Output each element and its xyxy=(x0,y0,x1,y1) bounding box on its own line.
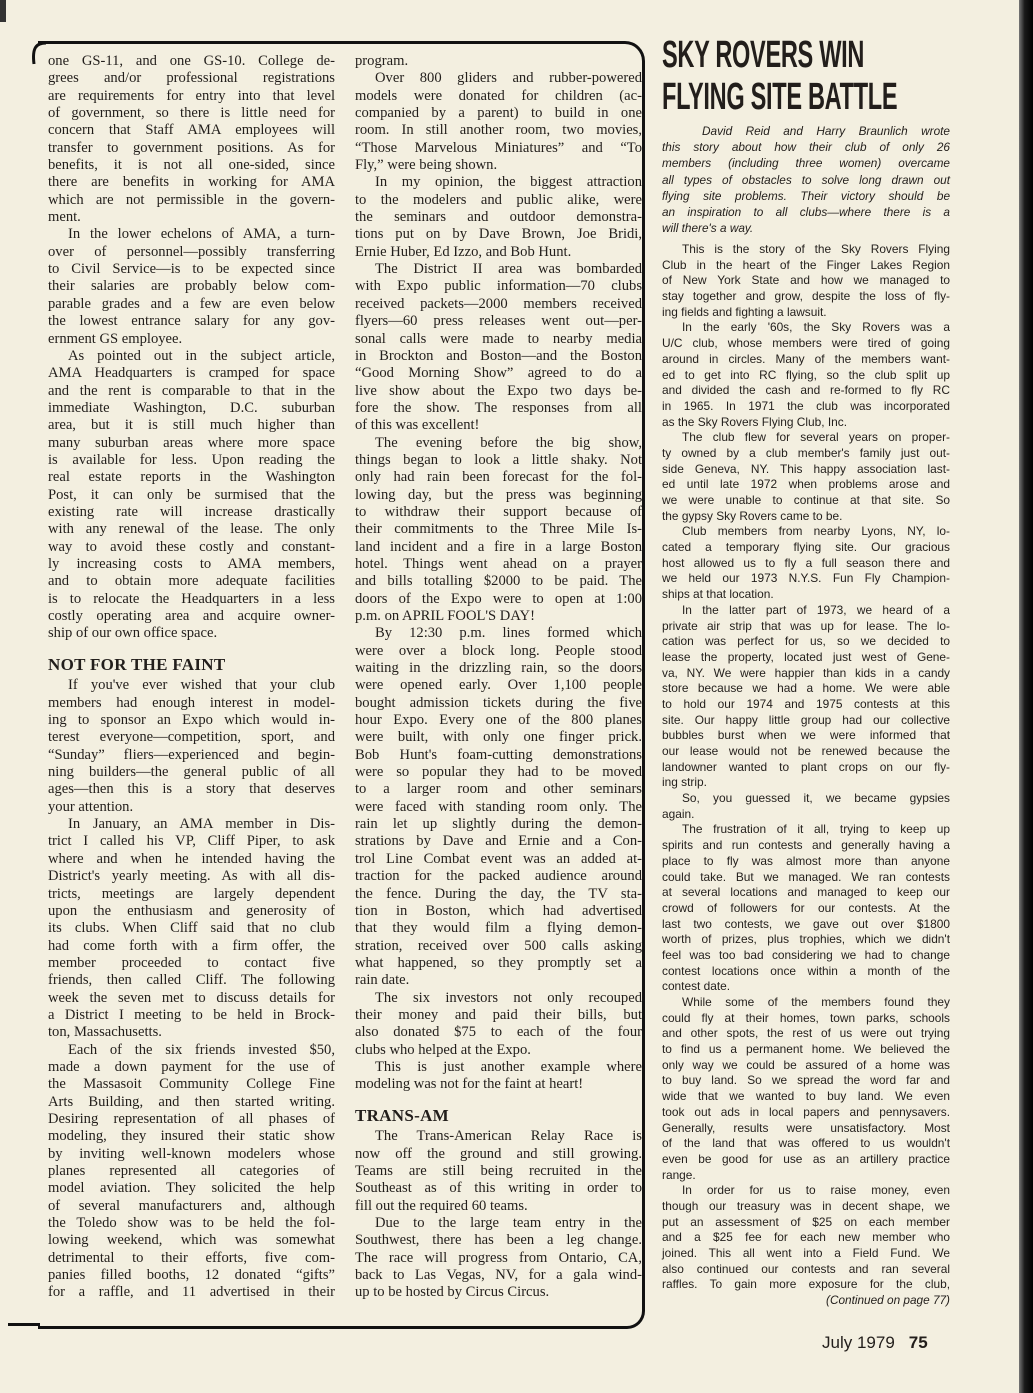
paragraph xyxy=(355,435,642,626)
text-line: tions put on by Dave Brown, Joe Bridi, xyxy=(355,226,642,243)
article-title-line: FLYING SITE BATTLE xyxy=(662,76,898,118)
text-line: one GS-11, and one GS-10. College de- xyxy=(48,53,335,69)
text-line: last two contests, we gave out over $1800 xyxy=(662,916,950,931)
text-line: hotel. Things went ahead on a prayer xyxy=(355,555,642,572)
paragraph xyxy=(355,261,642,434)
text-line: bought admission tickets during the five xyxy=(355,694,642,711)
text-line: of the land that was offered to us wouldn't xyxy=(662,1136,950,1151)
text-line: trict I called his VP, Cliff Piper, to ask xyxy=(48,833,335,850)
text-line: AMA Headquarters is cramped for space xyxy=(48,365,335,382)
text-line: U/C club, whose members were tired of going xyxy=(662,336,950,351)
text-line: now off the ground and still growing. xyxy=(355,1145,642,1162)
text-line: concern that Staff AMA employees will xyxy=(48,122,335,139)
intro-line: an inspiration to all clubs—where there is a xyxy=(662,204,950,219)
text-line: ship of our own office space. xyxy=(48,625,218,642)
text-line: model aviation. They solicited the help xyxy=(48,1180,335,1197)
text-line: were opened early. Over 1,100 people xyxy=(355,677,642,694)
text-line: worth of prizes, plus trophies, which we didn't xyxy=(662,932,950,947)
text-line: their commitments to the Three Mile Is- xyxy=(355,521,642,538)
text-line: store because we had a home. We were able xyxy=(662,681,950,696)
text-line: way to avoid these costly and constant- xyxy=(48,538,335,555)
text-line: rain let up slightly during the demon- xyxy=(355,816,642,833)
text-line: again. xyxy=(662,806,695,821)
text-line: ernment GS employee. xyxy=(48,330,183,347)
text-line: The six investors not only recouped xyxy=(375,989,642,1006)
text-line: with Expo public information—70 clubs xyxy=(355,278,642,295)
text-line: ing strip. xyxy=(662,775,707,790)
text-line: host allowed us to fly a full season there and xyxy=(662,555,950,570)
text-line: Each of the six friends invested $50, xyxy=(68,1041,335,1058)
text-line: members had enough interest in model- xyxy=(48,694,335,711)
intro-line: all types of obstacles to solve long drawn out xyxy=(662,172,950,187)
text-line: range. xyxy=(662,1167,696,1182)
text-line: a District I meeting to be held in Brock- xyxy=(48,1006,335,1023)
text-line: to a larger room and other seminars xyxy=(355,781,642,798)
text-line: doors of the Expo were to open at 1:00 xyxy=(355,590,642,607)
text-line: In the latter part of 1973, we heard of a xyxy=(682,602,950,617)
text-line: ed until late 1972 when problems arose and xyxy=(662,477,950,492)
text-line: ty owned by a club member's family just out- xyxy=(662,445,950,460)
page-number: 75 xyxy=(908,1333,928,1352)
text-line: rain date. xyxy=(355,972,410,989)
text-line: we held our 1973 N.Y.S. Fun Fly Champion- xyxy=(662,571,950,586)
text-line: Club members from nearby Lyons, NY, lo- xyxy=(682,524,950,539)
text-line: flyers—60 press releases went out—per- xyxy=(355,313,642,330)
text-line: could take. But we managed. We ran contests xyxy=(662,869,950,884)
paragraph xyxy=(355,625,642,989)
text-line: program. xyxy=(355,53,409,69)
text-line: If you've ever wished that your club xyxy=(68,677,335,694)
text-line: to Civil Service—is to be expected since xyxy=(48,261,335,278)
text-line: things began to look a little shaky. Not xyxy=(355,451,642,468)
frame-curl-ornament xyxy=(28,30,48,66)
text-line: were so popular they had to be moved xyxy=(355,764,642,781)
text-line: is available for less. Upon reading the xyxy=(48,451,335,468)
text-line: Club in the heart of the Finger Lakes Region xyxy=(662,257,950,272)
column-frame-bottom-rule xyxy=(8,1323,40,1326)
text-line: are requirements for entry into that level xyxy=(48,87,335,104)
text-line: Ernie Huber, Ed Izzo, and Bob Hunt. xyxy=(355,243,572,260)
text-line: planes represented all categories of xyxy=(48,1163,335,1179)
paragraph xyxy=(662,430,950,524)
text-line: transfer to government positions. As for xyxy=(48,139,335,156)
text-line: parable grades and a few are even below xyxy=(48,295,335,312)
text-line: waiting in the drizzling rain, so the doors xyxy=(355,660,642,677)
text-line: put an assessment of $25 on each member xyxy=(662,1214,950,1229)
paragraph xyxy=(662,822,950,995)
text-line: land incident and a fire in a large Boston xyxy=(355,538,642,555)
text-line: The club flew for several years on proper- xyxy=(682,430,950,445)
text-line: of government, so there is little need for xyxy=(48,105,335,122)
text-line: landowner wanted to plant crops on our fly- xyxy=(662,759,950,774)
text-line: joined. This all went into a Field Fund. We xyxy=(662,1246,950,1260)
text-line: Due to the large team entry in the xyxy=(375,1215,642,1232)
text-line: models were donated for children (ac- xyxy=(355,87,642,104)
text-line: many suburban areas where more space xyxy=(48,434,335,451)
text-line: benefits, it is not all one-sided, since xyxy=(48,157,335,174)
text-line: cation was perfect for us, so we decided to xyxy=(662,634,950,649)
text-line: p.m. on APRIL FOOL'S DAY! xyxy=(355,608,535,624)
text-line: ly increasing costs to AMA members, xyxy=(48,555,335,572)
intro-line: flying site problems. Their victory should be xyxy=(662,188,950,203)
text-line: ment. xyxy=(48,209,81,226)
text-line: spirits and run contests and generally having a xyxy=(662,838,950,853)
text-line: detrimental to their efforts, five com- xyxy=(48,1249,335,1266)
paragraph xyxy=(355,990,642,1059)
intro-line: David Reid and Harry Braunlich wrote xyxy=(702,124,950,138)
text-line: and the rent is comparable to that in the xyxy=(48,382,335,399)
text-line: stay together and grow, despite the loss of fly- xyxy=(662,289,950,304)
text-line: the lowest entrance salary for any gov- xyxy=(48,313,335,330)
text-line: raffles. To gain more exposure for the club, xyxy=(662,1277,950,1292)
text-line: As pointed out in the subject article, xyxy=(68,347,335,364)
text-line: Southeast as of this writing in order to xyxy=(355,1180,642,1197)
section-heading: TRANS-AM xyxy=(355,1105,450,1125)
text-line: real estate reports in the Washington xyxy=(48,469,335,486)
text-line: “Good Morning Show” agreed to do a xyxy=(355,365,642,382)
text-line: This is the story of the Sky Rovers Flying xyxy=(682,242,950,256)
scan-edge-shadow xyxy=(1019,0,1033,1393)
text-line: clubs who helped at the Expo. xyxy=(355,1041,531,1058)
paragraph xyxy=(662,320,950,430)
text-line: In January, an AMA member in Dis- xyxy=(68,816,335,833)
text-line: received packets—2000 members received xyxy=(355,295,642,312)
text-line: bubbles burst when we were informed that xyxy=(662,728,950,743)
text-line: even be good for use as an artillery practice xyxy=(662,1151,950,1166)
paragraph xyxy=(355,1215,642,1302)
text-line: only had rain been forecast for the fol- xyxy=(355,469,642,486)
paragraph xyxy=(355,70,642,174)
intro-line: members (including three women) overcame xyxy=(662,156,950,171)
text-line: contest locations once within a month of the xyxy=(662,963,950,978)
text-line: Arts Building, and then started writing. xyxy=(48,1093,335,1110)
text-line: were built, with only one finger prick. xyxy=(355,729,642,746)
text-line: took out ads in local papers and pennysavers. xyxy=(662,1104,950,1119)
text-line: feel was too bad considering we had to change xyxy=(662,947,950,962)
paragraph xyxy=(48,1042,335,1302)
text-line: were faced with standing room only. The xyxy=(355,798,642,815)
text-line: the fence. During the day, the TV sta- xyxy=(355,885,642,902)
text-line: friends, then called Cliff. The following xyxy=(48,972,335,989)
text-line: District's yearly meeting. As with all dis- xyxy=(48,868,335,885)
text-line: of this was excellent! xyxy=(355,417,480,434)
text-line: Over 800 gliders and rubber-powered xyxy=(375,70,642,87)
section-heading: NOT FOR THE FAINT xyxy=(48,654,226,674)
text-line: tricts, meetings are largely dependent xyxy=(48,885,335,902)
text-line: va, NY. We were happier than kids in a candy xyxy=(662,665,950,680)
text-line: where and when he intended having the xyxy=(48,850,335,867)
text-line: ton, Massachusetts. xyxy=(48,1024,162,1041)
text-line: Post, it can only be surmised that the xyxy=(48,486,335,503)
intro-line: this story about how their club of only 26 xyxy=(662,140,950,155)
text-line: over of personnel—possibly transferring xyxy=(48,243,335,260)
text-line: modeling, they insured their static show xyxy=(48,1128,335,1145)
text-line: immediate Washington, D.C. suburban xyxy=(48,399,335,416)
text-line: the seminars and outdoor demonstra- xyxy=(355,209,642,226)
scan-corner-shadow xyxy=(0,0,6,22)
paragraph xyxy=(355,174,642,261)
text-line: “Sunday” fliers—experienced and begin- xyxy=(48,746,335,763)
text-line: private air strip that was up for lease. The lo- xyxy=(662,618,950,633)
text-line: Bob Hunt's foam-cutting demonstrations xyxy=(355,746,642,763)
issue-date: July 1979 xyxy=(822,1333,895,1352)
text-line: sonal calls were made to nearby media xyxy=(355,330,642,347)
text-line: In order for us to raise money, even xyxy=(682,1183,950,1198)
text-line: in 1965. In 1971 the club was incorporated xyxy=(662,398,950,413)
text-line: and divided the cash and re-formed to fly RC xyxy=(662,383,950,398)
paragraph xyxy=(48,677,335,816)
text-line: This is just another example where xyxy=(375,1058,642,1075)
text-line: Generally, results were unsatisfactory. Most xyxy=(662,1120,950,1135)
text-line: that they would film a flying demon- xyxy=(355,920,642,937)
text-line: By 12:30 p.m. lines formed which xyxy=(375,625,642,642)
paragraph xyxy=(48,816,335,1041)
column-middle xyxy=(355,53,642,1302)
text-line: to find us a permanent home. We believed the xyxy=(662,1042,950,1057)
paragraph xyxy=(48,348,335,643)
text-line: were over a block long. People stood xyxy=(355,642,642,659)
text-line: the Massasoit Community College Fine xyxy=(48,1076,335,1093)
text-line: ning builders—the general public of all xyxy=(48,764,335,781)
text-line: only way we could be assured of a home was xyxy=(662,1057,950,1072)
text-line: to buy land. So we spread the word far and xyxy=(662,1073,950,1088)
text-line: lease the property, located just west of Gene- xyxy=(662,649,950,664)
text-line: also donated $75 to each of the four xyxy=(355,1024,642,1041)
text-line: by inviting well-known modelers whose xyxy=(48,1145,335,1162)
paragraph xyxy=(48,53,335,226)
text-line: trol Line Combat event was an added at- xyxy=(355,850,642,867)
text-line: ing fields and fighting a lawsuit. xyxy=(662,304,827,319)
paragraph xyxy=(48,226,335,347)
article-title-line: SKY ROVERS WIN xyxy=(662,34,865,76)
text-line: panies filled booths, 12 donated “gifts” xyxy=(48,1267,335,1284)
text-line: The race will progress from Ontario, CA, xyxy=(355,1249,642,1266)
text-line: there are benefits in working for AMA xyxy=(48,174,335,191)
text-line: of several manufacturers and, although xyxy=(48,1197,335,1214)
text-line: your attention. xyxy=(48,798,134,815)
article-intro xyxy=(662,123,950,236)
page-footer xyxy=(822,1333,928,1353)
text-line: made a down payment for the use of xyxy=(48,1058,335,1075)
text-line: which are not permissible in the govern- xyxy=(48,191,335,208)
text-line: existing rate will increase drastically xyxy=(48,503,335,520)
text-line: its clubs. When Cliff said that no club xyxy=(48,920,335,937)
text-line: Teams are still being recruited in the xyxy=(355,1163,642,1179)
text-line: their money and paid their bills, but xyxy=(355,1006,642,1023)
text-line: in Brockton and Boston—and the Boston xyxy=(355,347,642,364)
text-line: tion in Boston, which had advertised xyxy=(355,902,642,919)
text-line: Desiring representation of all phases of xyxy=(48,1110,335,1127)
text-line: grees and/or professional registrations xyxy=(48,70,335,87)
text-line: strations by Dave and Ernie and a Con- xyxy=(355,833,642,850)
text-line: lowing weekend, which was somewhat xyxy=(48,1232,335,1249)
text-line: their salaries are probably below com- xyxy=(48,278,335,295)
text-line: though our treasury was in decent shape, we xyxy=(662,1198,950,1213)
text-line: live show about the Expo two days be- xyxy=(355,382,642,399)
text-line: and to obtain more adequate facilities xyxy=(48,573,335,590)
text-line: for a raffle, and 11 advertised in their xyxy=(48,1284,335,1301)
paragraph xyxy=(662,791,950,822)
paragraph xyxy=(662,1183,950,1293)
text-line: back to Las Vegas, NV, for a gala wind- xyxy=(355,1267,642,1284)
text-line: crowd of followers for our contests. At the xyxy=(662,900,950,915)
paragraph xyxy=(662,524,950,602)
text-line: Fly,” were being shown. xyxy=(355,157,498,174)
text-line: The Trans-American Relay Race is xyxy=(375,1128,642,1145)
paragraph xyxy=(355,53,642,70)
column-left xyxy=(48,53,335,1302)
text-line: area, but it is still much higher than xyxy=(48,417,335,434)
paragraph xyxy=(662,242,950,320)
text-line: contest date. xyxy=(662,979,731,994)
text-line: to hold our 1974 and 1975 contests at this xyxy=(662,696,950,711)
text-line: modeling was not for the faint at heart! xyxy=(355,1076,584,1093)
text-line: traction for the packed audience around xyxy=(355,868,642,885)
text-line: fore the show. The responses from all xyxy=(355,399,642,416)
text-line: had come forth with a firm offer, the xyxy=(48,937,335,954)
intro-line: will there's a way. xyxy=(662,221,754,236)
text-line: the Toledo show was to be held the fol- xyxy=(48,1215,335,1232)
paragraph xyxy=(662,995,950,1183)
text-line: hour Expo. Every one of the 800 planes xyxy=(355,712,642,729)
text-line: site. Our happy little group had our collective xyxy=(662,712,950,727)
text-line: the gypsy Sky Rovers came to be. xyxy=(662,508,843,523)
text-line: is to relocate the Headquarters in a less xyxy=(48,590,335,607)
text-line: could fly at their homes, town parks, schools xyxy=(662,1010,950,1025)
text-line: to the modelers and public alike, were xyxy=(355,191,642,208)
text-line: The frustration of it all, trying to keep up xyxy=(682,822,950,837)
text-line: also continued our contests and ran several xyxy=(662,1261,950,1276)
text-line: place to fly was almost more than anyone xyxy=(662,853,950,868)
text-line: and a $25 fee for each new member who xyxy=(662,1230,950,1245)
text-line: In the early '60s, the Sky Rovers was a xyxy=(682,320,950,335)
text-line: member proceeded to contact five xyxy=(48,954,335,971)
text-line: While some of the members found they xyxy=(682,995,950,1009)
text-line: at several locations and managed to keep our xyxy=(662,885,950,900)
text-line: ships at that location. xyxy=(662,587,774,602)
text-line: terest everyone—competition, sport, and xyxy=(48,729,335,746)
text-line: around in circles. Many of the members want- xyxy=(662,351,950,366)
text-line: The District II area was bombarded xyxy=(375,261,642,278)
article-title xyxy=(662,34,950,118)
text-line: Southwest, there has been a leg change. xyxy=(355,1232,642,1249)
text-line: In my opinion, the biggest attraction xyxy=(375,174,642,191)
text-line: as the Sky Rovers Flying Club, Inc. xyxy=(662,414,848,429)
text-line: what happened, so they promptly set a xyxy=(355,954,642,971)
text-line: lowing day, but the press was beginning xyxy=(355,486,642,503)
text-line: ages—then this is a story that deserves xyxy=(48,781,335,798)
text-line: with any renewal of the lease. The only xyxy=(48,521,335,538)
text-line: cated a temporary flying site. Our gracious xyxy=(662,540,950,555)
text-line: ed to get into RC flying, so the club split up xyxy=(662,367,950,382)
paragraph xyxy=(355,1128,642,1215)
text-line: The evening before the big show, xyxy=(375,434,642,451)
text-line: fill out the required 60 teams. xyxy=(355,1197,528,1214)
text-line: our lease would not be renewed because the xyxy=(662,744,950,758)
text-line: to withdraw their support because of xyxy=(355,503,642,520)
text-line: of New York State and how we managed to xyxy=(662,273,950,288)
text-line: companied by a parent) to build in one xyxy=(355,105,642,122)
text-line: and bills totalling $2000 to be paid. The xyxy=(355,573,642,590)
text-line: room. In still another room, two movies, xyxy=(355,122,642,139)
text-line: In the lower echelons of AMA, a turn- xyxy=(68,226,335,243)
text-line: So, you guessed it, we became gypsies xyxy=(682,791,950,806)
paragraph xyxy=(355,1059,642,1094)
text-line: stration, received over 500 calls asking xyxy=(355,937,642,954)
continued-on-page-note: (Continued on page 77) xyxy=(826,1293,950,1308)
text-line: up to be hosted by Circus Circus. xyxy=(355,1284,550,1301)
text-line: upon the enthusiasm and generosity of xyxy=(48,902,335,919)
text-line: and other spots, the rest of us were out trying xyxy=(662,1026,950,1041)
article-body xyxy=(662,242,950,1309)
text-line: “Those Marvelous Miniatures” and “To xyxy=(355,139,642,156)
paragraph xyxy=(662,603,950,791)
text-line: week the seven met to discuss details for xyxy=(48,989,335,1006)
text-line: costly operating area and acquire owner- xyxy=(48,608,335,624)
text-line: ing to sponsor an Expo which would in- xyxy=(48,712,335,729)
text-line: wide that we wanted to buy land. We even xyxy=(662,1089,950,1104)
text-line: side Geneva, NY. This happy association last- xyxy=(662,461,950,476)
text-line: we were unable to continue at that site. So xyxy=(662,493,950,507)
